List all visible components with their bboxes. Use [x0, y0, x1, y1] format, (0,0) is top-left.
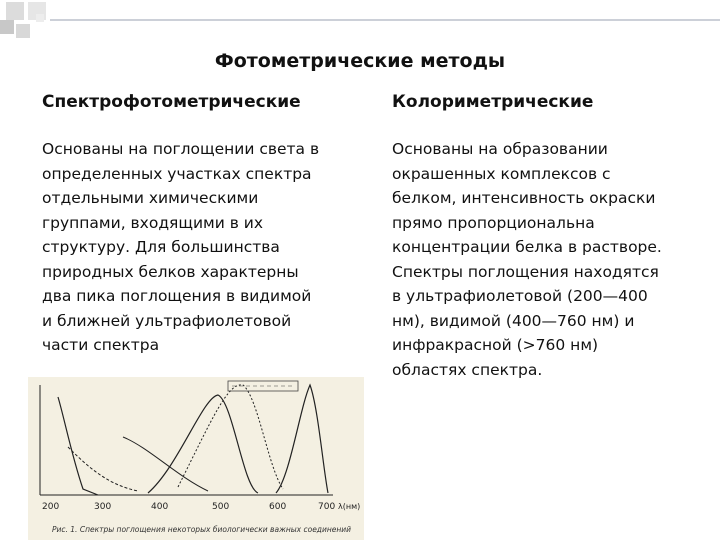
slide-title: Фотометрические методы — [214, 50, 506, 72]
spectrum-curve-2 — [68, 447, 138, 491]
x-tick-label: 500 — [212, 502, 230, 512]
spectra-plot — [28, 377, 364, 540]
absorption-spectra-figure — [28, 377, 364, 540]
figure-caption: Рис. 1. Спектры поглощения некоторых биологически важных соединений — [52, 525, 352, 534]
heading-spectrophotometric: Спектрофотометрические — [42, 92, 301, 112]
spectrum-curve-6 — [123, 437, 208, 491]
x-tick-label: 600 — [269, 502, 287, 512]
x-tick-label: 400 — [151, 502, 169, 512]
spectrum-curve-5 — [276, 385, 328, 493]
paragraph-colorimetric: Основаны на образовании окрашенных комплексов с белком, интенсивность окраски прямо пропорциональна концентрации белка в растворе. Спектры поглощения находятся в ультрафиолетовой (200—400 нм), видимой (400—760 нм) и инфракрасной (>760 нм) областях спектра. — [392, 140, 662, 379]
x-tick-label: 700 — [318, 502, 336, 512]
decorative-header-squares — [0, 0, 720, 48]
paragraph-spectrophotometric: Основаны на поглощении света в определенных участках спектра отдельными химическими группами, входящими в их структуру. Для большинства природных белков характерны два пика поглощения в видимой и ближней ультрафиолетовой части спектра — [42, 140, 320, 354]
spectrum-curve-4 — [178, 385, 283, 489]
spectrum-curve-1 — [58, 397, 98, 495]
x-tick-label: 200 — [42, 502, 60, 512]
x-axis-unit: λ(нм) — [338, 502, 361, 511]
heading-colorimetric: Колориметрические — [392, 92, 594, 112]
x-tick-label: 300 — [94, 502, 112, 512]
spectrum-curve-3 — [148, 395, 258, 493]
